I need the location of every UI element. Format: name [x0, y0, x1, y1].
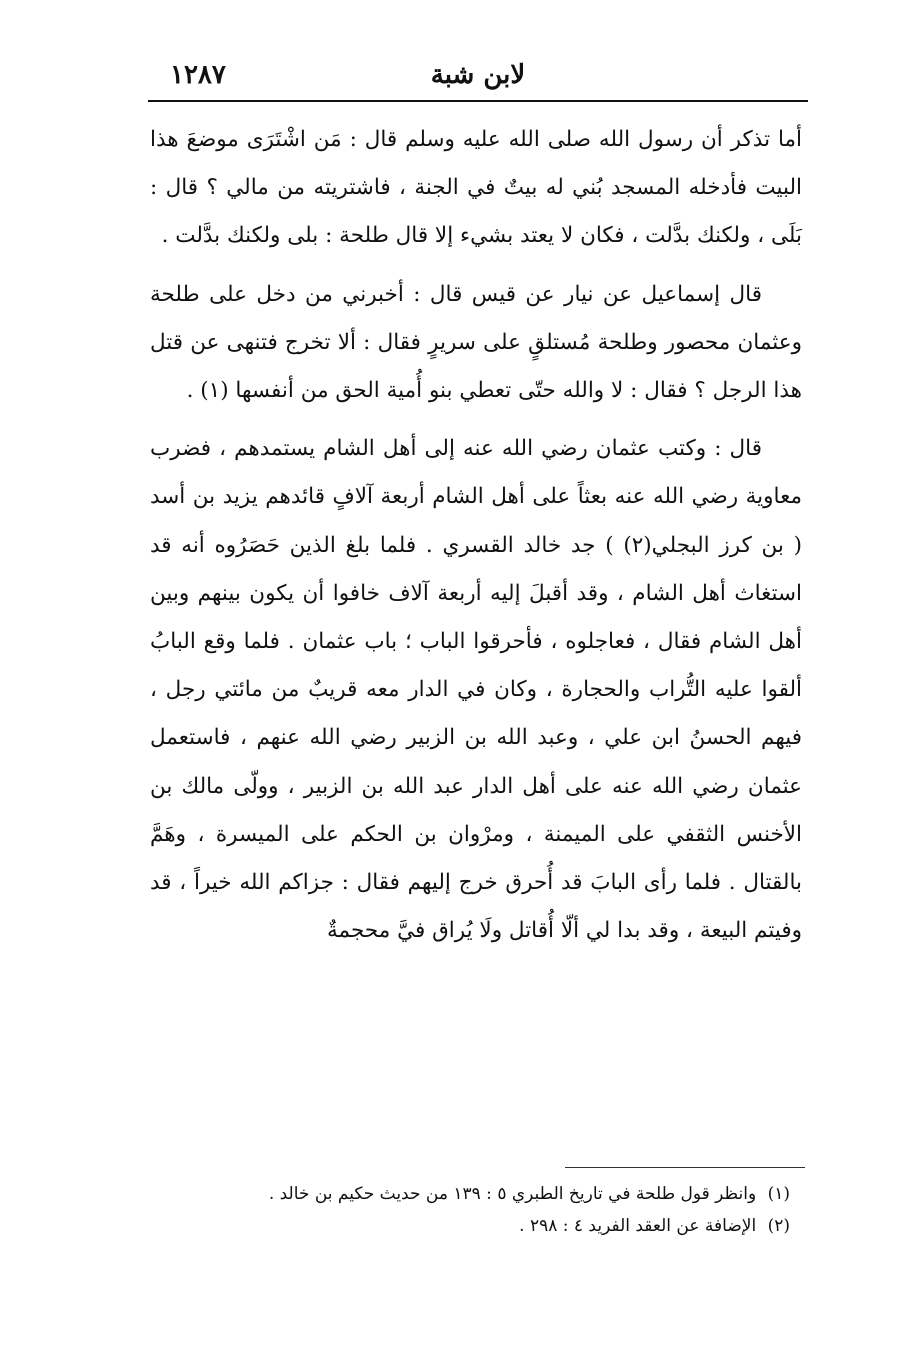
footnote-text: الإضافة عن العقد الفريد ٤ : ٢٩٨ .: [519, 1216, 757, 1236]
footnote-number: (١): [767, 1184, 790, 1204]
footnote-text: وانظر قول طلحة في تاريخ الطبري ٥ : ١٣٩ من حديث حكيم بن خالد .: [268, 1184, 757, 1204]
main-text: [150, 116, 802, 955]
running-title: لابن شبة: [430, 60, 526, 90]
paragraph: قال : وكتب عثمان رضي الله عنه إلى أهل الشام يستمدهم ، فضرب معاوية رضي الله عنه بعثاً على أهل الشام أربعة آلافٍ قائدهم يزيد بن أسد ( بن كرز البجلي(٢) ) جد خالد القسري . فلما بلغ الذين حَصَرُوه أنه قد استغاث أهل الشام ، وقد أقبلَ إليه أربعة آلاف خافوا أن يكون بينهم وبين أهل الشام فقال ، فعاجلوه ، فأحرقوا الباب ؛ باب عثمان . فلما وقع البابُ ألقوا عليه التُّراب والحجارة ، وكان في الدار معه قريبٌ من مائتي رجل ، فيهم الحسنُ ابن علي ، وعبد الله بن الزبير رضي الله عنهم ، فاستعمل عثمان رضي الله عنه على أهل الدار عبد الله بن الزبير ، وولّى مالك بن الأخنس الثقفي على الميمنة ، ومرْوان بن الحكم على الميسرة ، وهَمَّ بالقتال . فلما رأى البابَ قد أُحرق خرج إليهم فقال : جزاكم الله خيراً ، قد وفيتم البيعة ، وقد بدا لي ألّا أُقاتل ولَا يُراق فيَّ محجمةٌ: [150, 436, 802, 944]
footnote-number: (٢): [767, 1216, 790, 1236]
page-header: [148, 58, 808, 98]
paragraph: أما تذكر أن رسول الله صلى الله عليه وسلم قال : مَن اشْتَرَى موضعَ هذا البيت فأدخله المسجد بُني له بيتٌ في الجنة ، فاشتريته من مالي ؟ قال : بَلَى ، ولكنك بدَّلت ، فكان لا يعتد بشيء إلا قال طلحة : بلى ولكنك بدَّلت .: [150, 127, 802, 249]
header-divider: [148, 100, 808, 102]
paragraph: قال إسماعيل عن نيار عن قيس قال : أخبرني من دخل على طلحة وعثمان محصور وطلحة مُستلقٍ على سريرٍ فقال : ألا تخرج فتنهى عن قتل هذا الرجل ؟ فقال : لا والله حتّى تعطي بنو أُمية الحق من أنفسها (١) .: [150, 281, 802, 404]
footnote: [170, 1210, 790, 1242]
footnote: [170, 1178, 790, 1210]
page-number: ١٢٨٧: [170, 60, 226, 90]
footnote-divider: [565, 1167, 805, 1168]
footnotes: [170, 1178, 790, 1242]
